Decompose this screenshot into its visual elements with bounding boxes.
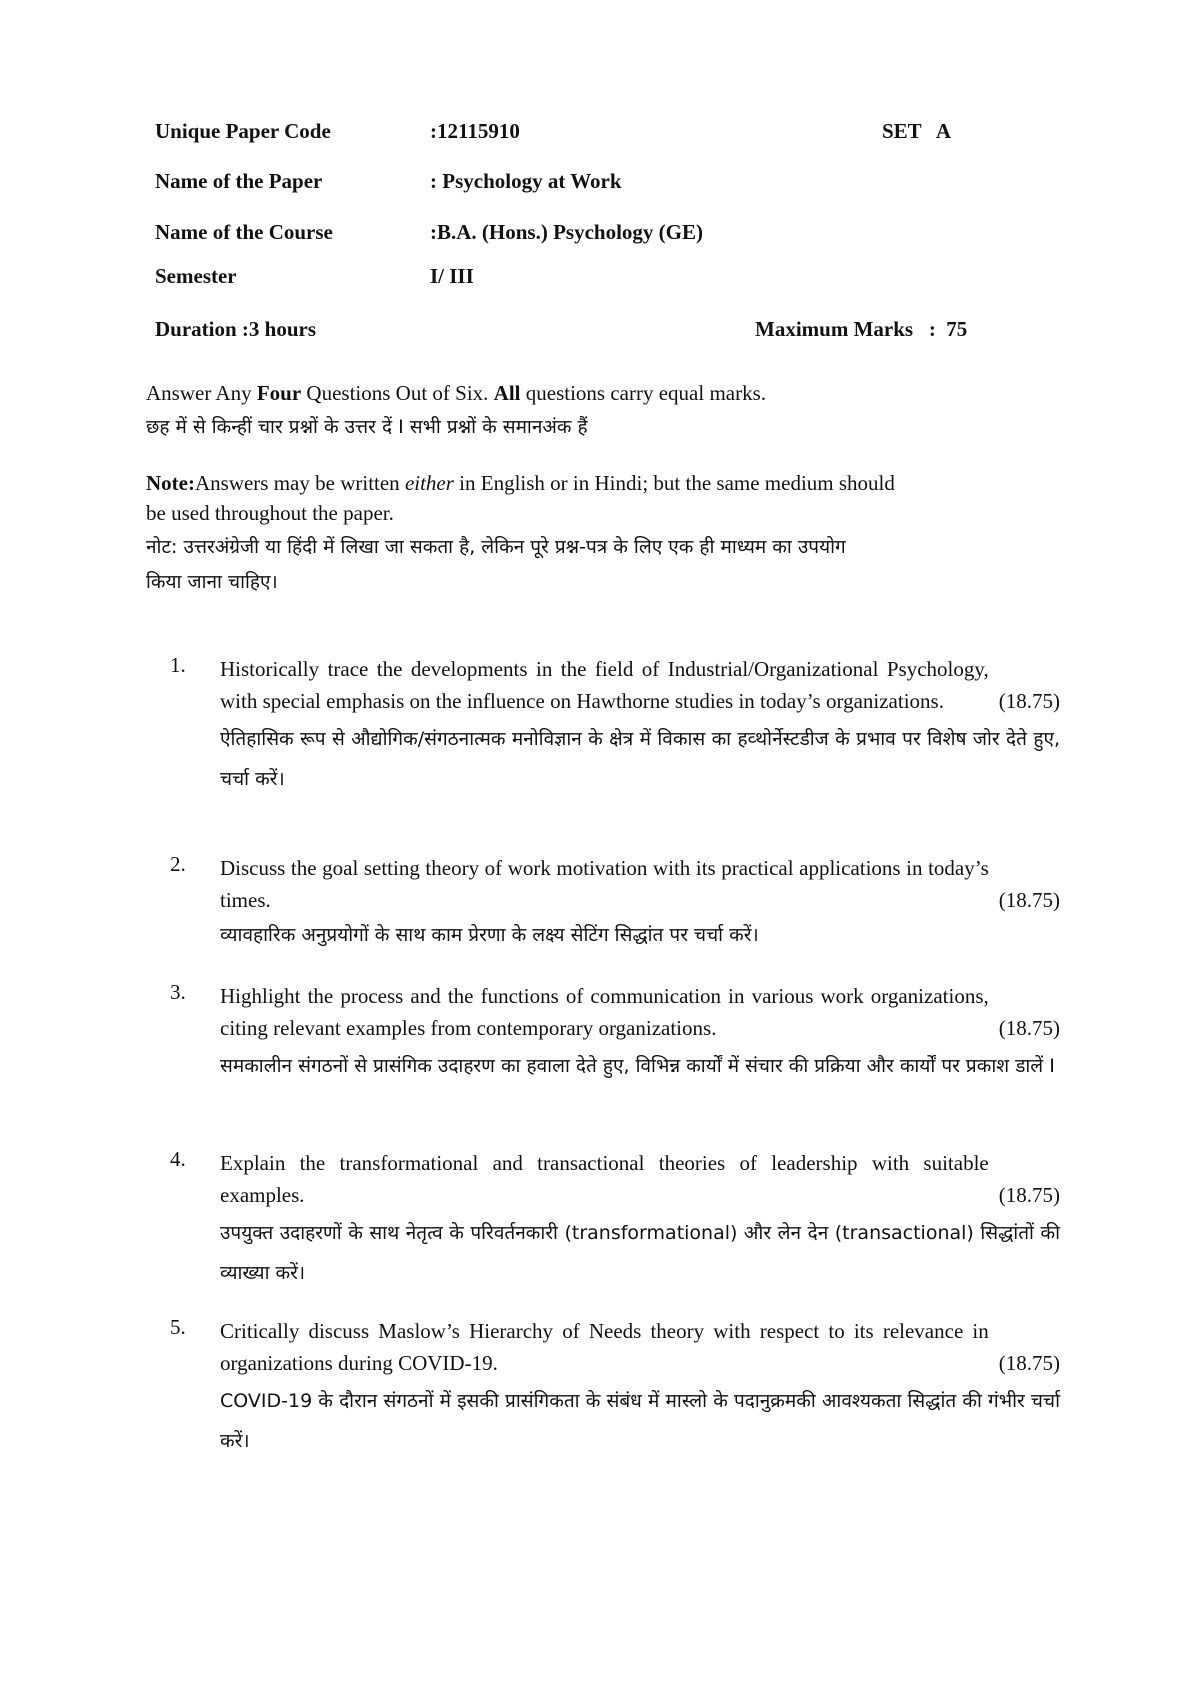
instructions-hi: छह में से किन्हीं चार प्रश्नों के उत्तर दें I सभी प्रश्नों के समानअंक हैं bbox=[146, 416, 588, 438]
question-number: 4. bbox=[170, 1147, 186, 1171]
question-text-hi: व्यावहारिक अनुप्रयोगों के साथ काम प्रेरणा के लक्ष्य सेटिंग सिद्धांत पर चर्चा करें। bbox=[220, 924, 759, 946]
question-text-en: Explain the transformational and transactional theories of leadership with suitable examples. bbox=[220, 1151, 989, 1207]
question-5 bbox=[170, 1315, 1060, 1461]
set-label: SET A bbox=[882, 119, 952, 143]
question-number: 2. bbox=[170, 852, 186, 876]
question-1 bbox=[170, 653, 1060, 799]
paper-code-label: Unique Paper Code bbox=[155, 119, 331, 143]
question-4 bbox=[170, 1147, 1060, 1293]
course-value: :B.A. (Hons.) Psychology (GE) bbox=[430, 220, 703, 244]
question-text-en: Critically discuss Maslow’s Hierarchy of Needs theory with respect to its relevance in organizations during COVID-19. bbox=[220, 1319, 989, 1375]
paper-code-value: :12115910 bbox=[430, 119, 520, 143]
paper-name-value: : Psychology at Work bbox=[430, 169, 622, 193]
question-text-hi: COVID-19 के दौरान संगठनों में इसकी प्रासंगिकता के संबंध में मास्लो के पदानुक्रमकी आवश्यकता सिद्धांत की गंभीर चर्चा करें। bbox=[220, 1390, 1060, 1452]
semester-value: I/ III bbox=[430, 264, 474, 288]
question-3 bbox=[170, 980, 1060, 1086]
question-text-hi: उपयुक्त उदाहरणों के साथ नेतृत्व के परिवर्तनकारी (transformational) और लेन देन (transactional) सिद्धांतों की व्याख्या करें। bbox=[220, 1222, 1060, 1284]
question-text-hi: ऐतिहासिक रूप से औद्योगिक/संगठनात्मक मनोविज्ञान के क्षेत्र में विकास का हव्थोर्नेस्टडीज के प्रभाव पर विशेष जोर देते हुए, चर्चा करें। bbox=[220, 728, 1060, 790]
question-text-en: Discuss the goal setting theory of work motivation with its practical applications in today’s times. bbox=[220, 856, 989, 912]
question-text-hi: समकालीन संगठनों से प्रासंगिक उदाहरण का हवाला देते हुए, विभिन्न कार्यों में संचार की प्रक्रिया और कार्यों पर प्रकाश डालें I bbox=[220, 1055, 1055, 1077]
paper-name-label: Name of the Paper bbox=[155, 169, 323, 193]
question-number: 1. bbox=[170, 653, 186, 677]
question-2 bbox=[170, 852, 1060, 952]
note-line-2: be used throughout the paper. bbox=[146, 501, 394, 525]
note-hi-line-1: नोट: उत्तरअंग्रेजी या हिंदी में लिखा जा सकता है, लेकिन पूरे प्रश्न-पत्र के लिए एक ही माध्यम का उपयोग bbox=[146, 536, 846, 558]
note-line-1: Note:Answers may be written either in English or in Hindi; but the same medium should bbox=[146, 471, 895, 495]
question-number: 5. bbox=[170, 1315, 186, 1339]
maximum-marks: Maximum Marks : 75 bbox=[755, 317, 968, 341]
note-hi-line-2: किया जाना चाहिए। bbox=[146, 571, 278, 593]
instructions-en: Answer Any Four Questions Out of Six. All questions carry equal marks. bbox=[146, 381, 767, 405]
semester-label: Semester bbox=[155, 264, 237, 288]
course-label: Name of the Course bbox=[155, 220, 333, 244]
question-text-en: Historically trace the developments in the field of Industrial/Organizational Psychology, with special emphasis on the influence on Hawthorne studies in today’s organizations. bbox=[220, 657, 989, 713]
question-marks: (18.75) bbox=[998, 1016, 1060, 1040]
question-number: 3. bbox=[170, 980, 186, 1004]
question-text-en: Highlight the process and the functions of communication in various work organizations, citing relevant examples from contemporary organizations. bbox=[220, 984, 989, 1040]
question-marks: (18.75) bbox=[998, 888, 1060, 912]
question-marks: (18.75) bbox=[998, 1351, 1060, 1375]
question-marks: (18.75) bbox=[998, 1183, 1060, 1207]
question-marks: (18.75) bbox=[998, 689, 1060, 713]
duration: Duration :3 hours bbox=[155, 317, 317, 341]
